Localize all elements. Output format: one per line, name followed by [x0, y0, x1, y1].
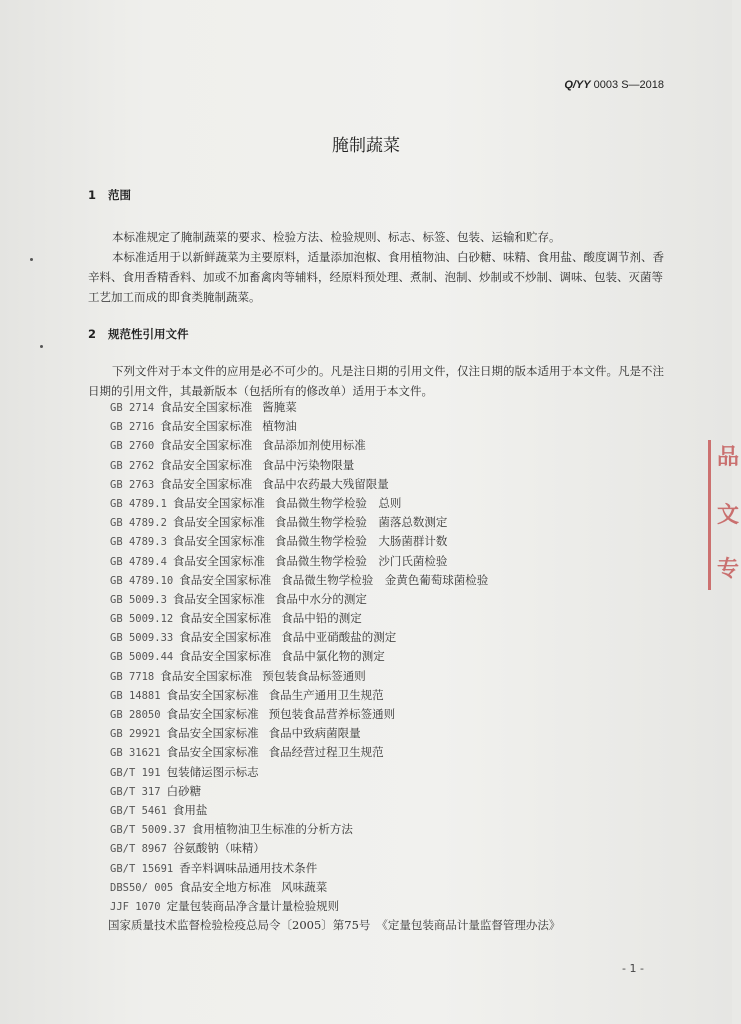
reference-item [110, 436, 570, 455]
section-2-heading [88, 326, 189, 342]
reference-title: 食品安全国家标准 [166, 707, 259, 721]
reference-code: GB/T 191 [110, 766, 161, 779]
reference-item [110, 859, 570, 878]
reference-title: 食品安全国家标准 [172, 495, 265, 510]
reference-item [110, 647, 570, 666]
reference-code: GB 4789.3 [110, 536, 167, 549]
reference-subject: 预包装食品营养标签通则 [268, 707, 396, 721]
section-2-intro [88, 361, 666, 401]
reference-title: 食品安全国家标准 [160, 419, 253, 434]
paragraph: 本标准适用于以新鲜蔬菜为主要原料，适量添加泡椒、食用植物油、白砂糖、味精、食用盐、酸度调节剂、香辛料、食用香精香料、加或不加畜禽肉等辅料，经原料预处理、煮制、泡制、炒制或不炒制、调味、包装、灭菌等工艺加工而成的即食类腌制蔬菜。 [88, 250, 664, 304]
reference-list [110, 398, 570, 935]
reference-subject: 风味蔬菜 [281, 879, 328, 894]
reference-item [110, 494, 570, 513]
reference-title: 食品安全国家标准 [172, 553, 265, 568]
reference-item [110, 743, 570, 762]
standard-code [564, 79, 664, 91]
section-number: 1 [88, 188, 97, 202]
page-number: - 1 - [622, 962, 644, 975]
reference-subject: 食品微生物学检验 总则 [274, 495, 402, 510]
reference-item [110, 667, 570, 686]
reference-subject: 食品生产通用卫生规范 [268, 687, 384, 702]
reference-item [110, 820, 570, 839]
section-title: 范围 [108, 188, 131, 202]
reference-code: GB 4789.10 [110, 574, 174, 587]
reference-item [110, 628, 570, 647]
reference-item [110, 801, 570, 820]
reference-title: 食用植物油卫生标准的分析方法 [191, 822, 353, 837]
red-stamp-fragment: 品 文 专 [708, 440, 741, 590]
scan-speck [30, 258, 33, 261]
reference-title: 食品安全国家标准 [166, 687, 259, 702]
reference-subject: 食品添加剂使用标准 [262, 438, 366, 453]
reference-subject: 食品中氯化物的测定 [281, 649, 385, 664]
standard-code-prefix: Q/YY [564, 79, 591, 91]
reference-code: GB 28050 [110, 709, 161, 721]
reference-code: DBS50/ 005 [110, 881, 174, 894]
reference-title: 白砂糖 [166, 783, 202, 798]
reference-subject: 食品微生物学检验 大肠菌群计数 [274, 534, 448, 549]
reference-code: GB 5009.12 [110, 613, 174, 626]
reference-subject: 食品中污染物限量 [262, 457, 355, 472]
reference-title: 食品安全国家标准 [160, 476, 253, 491]
reference-item [108, 916, 570, 935]
reference-subject: 植物油 [262, 419, 297, 434]
reference-title: 食品安全国家标准 [160, 400, 253, 414]
reference-title: 食品安全国家标准 [179, 649, 272, 664]
section-number: 2 [88, 327, 97, 341]
reference-code: GB 4789.4 [110, 555, 167, 568]
reference-title: 定量包装商品净含量计量检验规则 [166, 898, 340, 913]
reference-code: GB/T 5009.37 [110, 824, 186, 837]
reference-code: GB 4789.2 [110, 517, 167, 530]
reference-title: 《定量包装商品计量监督管理办法》 [376, 918, 561, 933]
paragraph: 本标准规定了腌制蔬菜的要求、检验方法、检验规则、标志、标签、包装、运输和贮存。 [112, 230, 561, 244]
reference-title: 食品安全国家标准 [160, 438, 253, 453]
reference-title: 食品安全国家标准 [172, 534, 265, 549]
reference-subject: 酱腌菜 [262, 400, 297, 414]
reference-title: 包装储运图示标志 [166, 764, 259, 779]
reference-code: JJF 1070 [110, 900, 161, 913]
reference-item [110, 686, 570, 705]
reference-subject: 食品中铅的测定 [281, 611, 362, 626]
reference-item [110, 724, 570, 743]
reference-title: 食品安全国家标准 [166, 745, 259, 760]
reference-item [110, 532, 570, 551]
reference-code: GB 2763 [110, 478, 155, 491]
reference-title: 食品安全国家标准 [160, 668, 253, 683]
reference-code: GB/T 317 [110, 785, 161, 798]
reference-item [110, 398, 570, 417]
reference-code: GB 2760 [110, 440, 155, 453]
reference-code: GB/T 8967 [110, 843, 167, 856]
reference-item [110, 417, 570, 436]
reference-code: GB 5009.3 [110, 593, 167, 606]
reference-code: 国家质量技术监督检验检疫总局令〔2005〕第75号 [108, 918, 371, 933]
reference-title: 食品安全国家标准 [172, 591, 265, 606]
reference-code: GB 2716 [110, 421, 155, 434]
section-1-body [88, 227, 666, 307]
reference-subject: 预包装食品标签通则 [262, 668, 366, 683]
reference-subject: 食品微生物学检验 菌落总数测定 [274, 515, 448, 530]
reference-code: GB 2714 [110, 402, 155, 414]
reference-code: GB 2762 [110, 459, 155, 472]
reference-code: GB 7718 [110, 670, 155, 683]
reference-subject: 食品中水分的测定 [274, 591, 367, 606]
reference-code: GB 14881 [110, 689, 161, 702]
paragraph: 下列文件对于本文件的应用是必不可少的。凡是注日期的引用文件，仅注日期的版本适用于本文件。凡是不注日期的引用文件，其最新版本（包括所有的修改单）适用于本文件。 [88, 364, 664, 398]
reference-subject: 食品中致病菌限量 [268, 726, 361, 741]
standard-code-number: 0003 S—2018 [590, 79, 664, 91]
reference-code: GB/T 15691 [110, 862, 174, 875]
reference-code: GB/T 5461 [110, 804, 167, 817]
reference-item [110, 552, 570, 571]
reference-item [110, 513, 570, 532]
reference-item [110, 590, 570, 609]
reference-code: GB 31621 [110, 747, 161, 760]
reference-subject: 食品微生物学检验 沙门氏菌检验 [274, 553, 448, 568]
reference-code: GB 4789.1 [110, 497, 167, 510]
section-1-heading [88, 187, 131, 203]
reference-code: GB 5009.33 [110, 632, 174, 645]
reference-item [110, 475, 570, 494]
reference-code: GB 5009.44 [110, 651, 174, 664]
reference-item [110, 705, 570, 724]
reference-subject: 食品中亚硝酸盐的测定 [281, 630, 397, 645]
reference-title: 食用盐 [172, 802, 208, 817]
reference-title: 食品安全国家标准 [179, 630, 272, 645]
reference-title: 食品安全国家标准 [172, 515, 265, 530]
reference-item [110, 763, 570, 782]
document-title: 腌制蔬菜 [332, 136, 400, 156]
reference-title: 食品安全国家标准 [179, 611, 272, 626]
reference-code: GB 29921 [110, 728, 161, 741]
reference-item [110, 897, 570, 916]
section-title: 规范性引用文件 [108, 327, 189, 341]
reference-item [110, 609, 570, 628]
reference-title: 食品安全国家标准 [160, 457, 253, 472]
reference-title: 谷氨酸钠（味精） [172, 841, 265, 856]
reference-subject: 食品中农药最大残留限量 [262, 476, 389, 491]
reference-subject: 食品微生物学检验 金黄色葡萄球菌检验 [281, 572, 489, 587]
reference-title: 食品安全地方标准 [179, 879, 272, 894]
scan-speck [40, 345, 43, 348]
reference-item [110, 839, 570, 858]
reference-item [110, 782, 570, 801]
reference-title: 食品安全国家标准 [166, 726, 259, 741]
reference-title: 香辛料调味品通用技术条件 [179, 860, 318, 875]
reference-item [110, 456, 570, 475]
reference-item [110, 571, 570, 590]
reference-item [110, 878, 570, 897]
reference-title: 食品安全国家标准 [179, 572, 272, 587]
reference-subject: 食品经营过程卫生规范 [268, 745, 384, 760]
